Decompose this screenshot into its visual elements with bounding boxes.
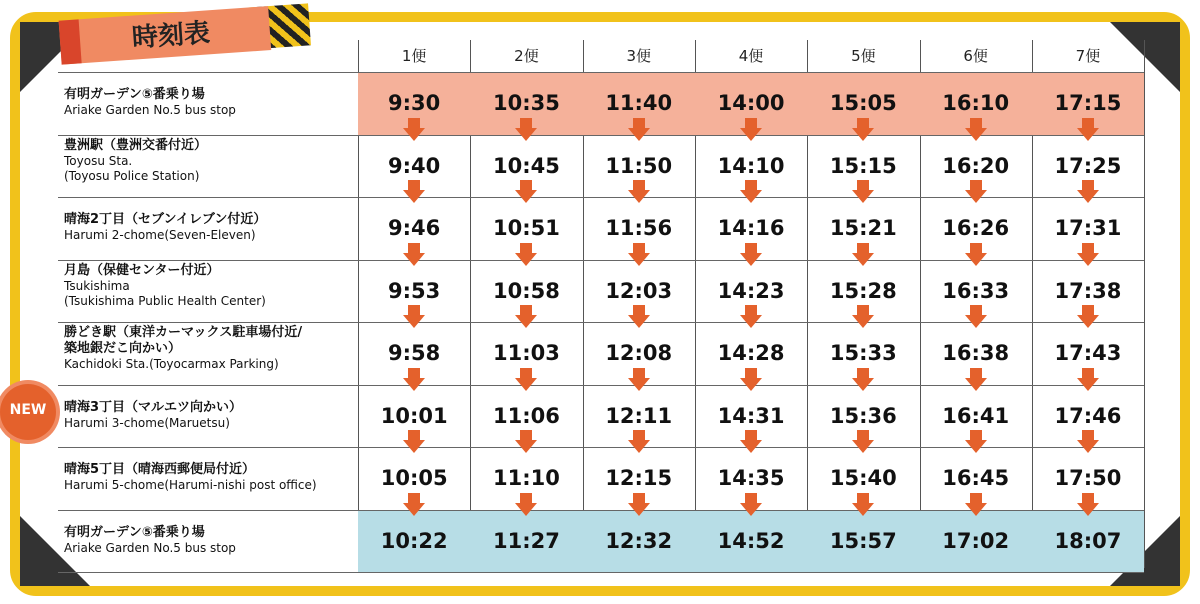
down-arrow-icon <box>965 128 987 141</box>
stop-name-ja: 晴海5丁目（晴海西郵便局付近） <box>64 462 256 477</box>
departure-time: 11:56 <box>605 216 673 240</box>
time-cells <box>358 511 1144 573</box>
down-arrow-icon <box>740 378 762 391</box>
time-cell <box>695 511 807 573</box>
down-arrow-icon <box>403 128 425 141</box>
time-cell <box>807 511 919 573</box>
departure-time: 11:10 <box>493 466 560 490</box>
down-arrow-icon <box>628 315 650 328</box>
down-arrow-icon <box>965 253 987 266</box>
departure-time: 15:15 <box>829 153 897 178</box>
stop-name-en: Tsukishima <box>64 278 130 293</box>
departure-time: 15:57 <box>829 528 897 553</box>
departure-time: 17:50 <box>1054 466 1122 490</box>
departure-time: 16:26 <box>942 216 1010 240</box>
stop-row <box>58 510 1144 573</box>
departure-time: 15:05 <box>829 91 897 115</box>
down-arrow-icon <box>1077 315 1099 328</box>
trip-header: 5便 <box>851 47 876 65</box>
departure-time: 9:58 <box>388 341 441 365</box>
down-arrow-icon <box>852 503 874 516</box>
down-arrow-icon <box>965 503 987 516</box>
departure-time: 10:58 <box>493 278 560 303</box>
departure-time: 15:36 <box>829 403 897 428</box>
new-badge <box>0 384 60 444</box>
down-arrow-icon <box>515 378 537 391</box>
trip-header: 7便 <box>1075 47 1101 65</box>
down-arrow-icon <box>403 253 425 266</box>
departure-time: 17:43 <box>1054 341 1122 365</box>
down-arrow-icon <box>852 378 874 391</box>
departure-time: 11:03 <box>493 341 560 365</box>
departure-time: 9:46 <box>388 216 441 240</box>
stop-name-en: Harumi 5-chome(Harumi-nishi post office) <box>64 478 317 492</box>
stop-name-en: (Tsukishima Public Health Center) <box>64 293 266 308</box>
stop-name-ja: 晴海3丁目（マルエツ向かい） <box>64 399 243 415</box>
down-arrow-icon <box>740 440 762 453</box>
stop-name <box>64 138 354 184</box>
stop-name <box>64 525 354 556</box>
down-arrow-icon <box>628 190 650 203</box>
departure-time: 10:22 <box>380 528 448 553</box>
stop-name-en: Ariake Garden No.5 bus stop <box>64 540 236 555</box>
down-arrow-icon <box>403 440 425 453</box>
down-arrow-icon <box>1077 128 1099 141</box>
departure-time: 11:40 <box>605 91 673 115</box>
stop-name <box>64 462 354 493</box>
time-cell <box>583 511 695 573</box>
down-arrow-icon <box>515 253 537 266</box>
departure-time: 14:23 <box>717 278 785 303</box>
stop-name-ja: 築地銀だこ向かい） <box>64 341 182 356</box>
time-cell <box>920 511 1032 573</box>
stop-name-ja: 晴海2丁目（セブンイレブン付近） <box>64 212 267 227</box>
page-title: 時刻表 <box>131 18 211 54</box>
departure-time: 12:32 <box>605 528 673 553</box>
departure-time: 14:35 <box>717 466 785 490</box>
departure-time: 9:40 <box>388 153 441 178</box>
trip-header: 1便 <box>401 47 427 65</box>
down-arrow-icon <box>1077 253 1099 266</box>
stop-name-en: Kachidoki Sta.(Toyocarmax Parking) <box>64 357 279 371</box>
down-arrow-icon <box>852 128 874 141</box>
down-arrow-icon <box>965 190 987 203</box>
stop-name <box>64 325 354 372</box>
departure-time: 14:52 <box>717 528 785 553</box>
down-arrow-icon <box>852 440 874 453</box>
departure-time: 16:41 <box>942 403 1010 428</box>
departure-time: 15:28 <box>829 278 897 303</box>
down-arrow-icon <box>740 315 762 328</box>
departure-time: 10:45 <box>493 153 560 178</box>
time-cell <box>358 511 470 573</box>
trip-header-row <box>358 40 1144 72</box>
down-arrow-icon <box>515 190 537 203</box>
departure-time: 16:38 <box>942 341 1010 365</box>
down-arrow-icon <box>403 315 425 328</box>
stop-name-en: Ariake Garden No.5 bus stop <box>64 103 236 117</box>
departure-time: 10:01 <box>380 403 448 428</box>
stop-name <box>64 400 354 431</box>
departure-time: 12:11 <box>605 403 673 428</box>
departure-time: 9:30 <box>388 91 441 115</box>
down-arrow-icon <box>1077 503 1099 516</box>
down-arrow-icon <box>403 503 425 516</box>
departure-time: 18:07 <box>1054 528 1122 553</box>
departure-time: 12:15 <box>605 466 673 490</box>
stop-name <box>64 212 354 243</box>
down-arrow-icon <box>628 503 650 516</box>
table-bottom-border <box>58 572 1144 573</box>
departure-time: 15:40 <box>829 466 897 490</box>
stop-name-ja: 有明ガーデン⑤番乗り場 <box>64 87 205 102</box>
trip-header: 2便 <box>514 47 539 65</box>
down-arrow-icon <box>628 253 650 266</box>
down-arrow-icon <box>628 378 650 391</box>
departure-time: 11:50 <box>605 153 673 178</box>
down-arrow-icon <box>852 253 874 266</box>
trip-header: 6便 <box>963 47 988 65</box>
departure-time: 17:15 <box>1054 91 1122 115</box>
down-arrow-icon <box>1077 440 1099 453</box>
departure-time: 14:28 <box>717 341 785 365</box>
departure-time: 16:10 <box>942 91 1010 115</box>
stop-name-en: (Toyosu Police Station) <box>64 168 200 183</box>
departure-time: 16:20 <box>942 153 1010 178</box>
down-arrow-icon <box>515 503 537 516</box>
departure-time: 15:33 <box>829 341 897 365</box>
departure-time: 16:45 <box>942 466 1010 490</box>
departure-time: 10:51 <box>493 216 560 240</box>
departure-time: 16:33 <box>942 278 1010 303</box>
departure-time: 14:16 <box>717 216 785 240</box>
departure-time: 11:06 <box>493 403 560 428</box>
stop-name <box>64 263 354 309</box>
stop-name <box>64 87 354 118</box>
departure-time: 15:21 <box>829 216 897 240</box>
column-divider <box>1144 40 1145 568</box>
down-arrow-icon <box>852 190 874 203</box>
stop-name-en: Harumi 2-chome(Seven-Eleven) <box>64 228 256 242</box>
down-arrow-icon <box>740 128 762 141</box>
down-arrow-icon <box>1077 378 1099 391</box>
stop-name-en: Toyosu Sta. <box>64 153 133 168</box>
down-arrow-icon <box>965 440 987 453</box>
departure-time: 10:05 <box>380 466 448 490</box>
departure-time: 11:27 <box>493 528 560 553</box>
departure-time: 12:03 <box>605 278 673 303</box>
time-cell <box>470 511 582 573</box>
down-arrow-icon <box>852 315 874 328</box>
down-arrow-icon <box>740 503 762 516</box>
down-arrow-icon <box>515 128 537 141</box>
down-arrow-icon <box>740 190 762 203</box>
down-arrow-icon <box>628 440 650 453</box>
departure-time: 9:53 <box>388 278 441 303</box>
time-cell <box>1032 511 1144 573</box>
departure-time: 17:25 <box>1054 153 1122 178</box>
departure-time: 17:38 <box>1054 278 1122 303</box>
departure-time: 14:31 <box>717 403 785 428</box>
down-arrow-icon <box>515 440 537 453</box>
new-badge-label: NEW <box>9 402 47 418</box>
stop-name-ja: 月島（保健センター付近） <box>64 262 220 278</box>
down-arrow-icon <box>628 128 650 141</box>
stop-name-ja: 勝どき駅（東洋カーマックス駐車場付近/ <box>64 325 303 340</box>
stop-name-ja: 有明ガーデン⑤番乗り場 <box>64 524 205 540</box>
down-arrow-icon <box>403 378 425 391</box>
departure-time: 10:35 <box>493 91 560 115</box>
trip-header: 4便 <box>738 47 764 65</box>
down-arrow-icon <box>740 253 762 266</box>
stop-name-ja: 豊洲駅（豊洲交番付近） <box>64 137 208 153</box>
departure-time: 12:08 <box>605 341 673 365</box>
stop-name-en: Harumi 3-chome(Maruetsu) <box>64 415 230 430</box>
trip-header: 3便 <box>626 47 652 65</box>
departure-time: 14:00 <box>717 91 785 115</box>
departure-time: 17:02 <box>942 528 1010 553</box>
departure-time: 17:46 <box>1054 403 1122 428</box>
down-arrow-icon <box>965 378 987 391</box>
down-arrow-icon <box>403 190 425 203</box>
down-arrow-icon <box>515 315 537 328</box>
down-arrow-icon <box>1077 190 1099 203</box>
departure-time: 14:10 <box>717 153 785 178</box>
departure-time: 17:31 <box>1054 216 1122 240</box>
down-arrow-icon <box>965 315 987 328</box>
